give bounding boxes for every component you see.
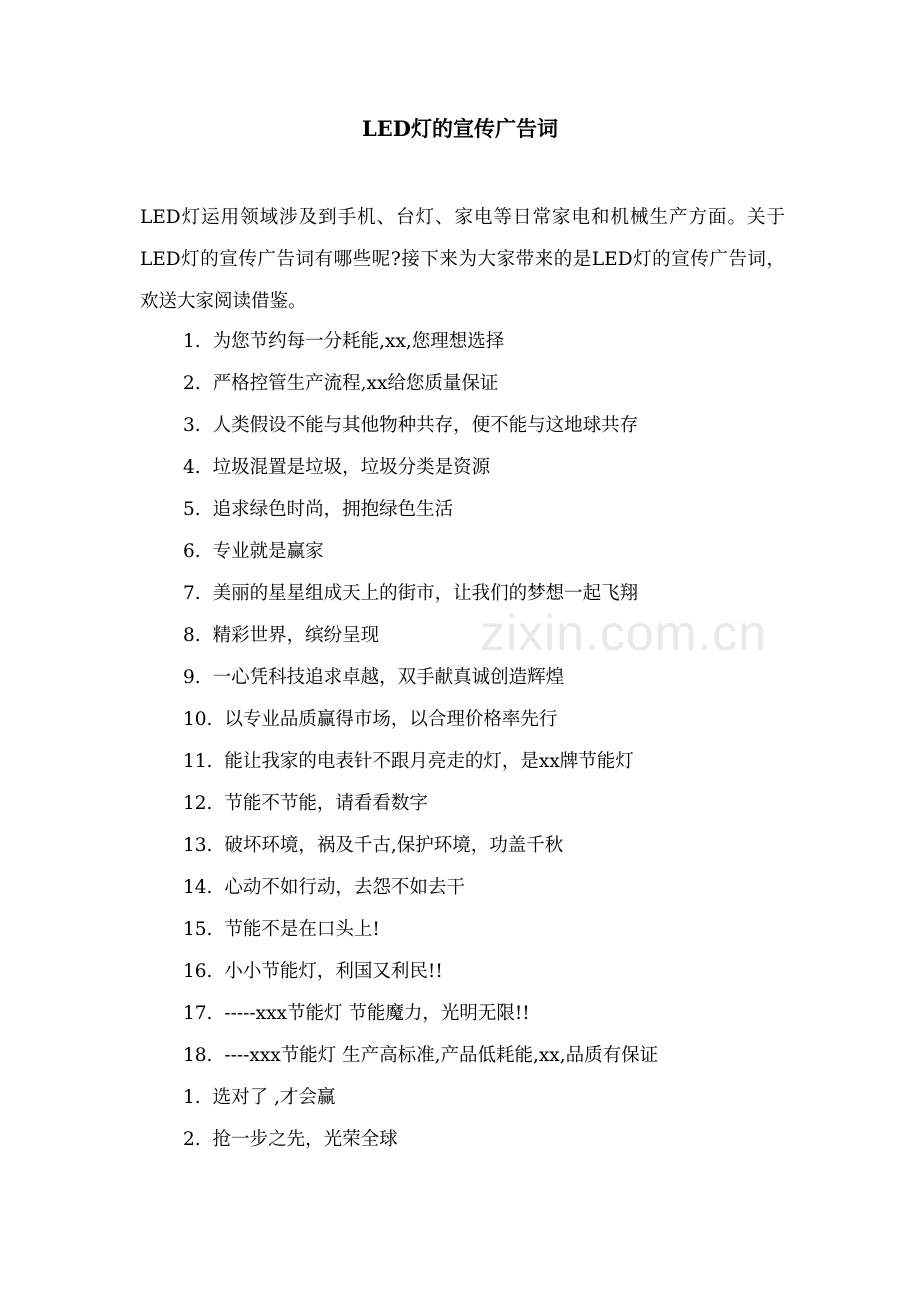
item-number: 16.	[183, 961, 213, 982]
item-number: 1.	[183, 1087, 201, 1108]
list-item	[183, 447, 803, 489]
list-item	[183, 573, 803, 615]
list-item	[183, 405, 803, 447]
item-number: 11.	[183, 751, 213, 772]
watermark: zixin.com.cn	[480, 605, 768, 661]
list-item	[183, 363, 803, 405]
list-item	[183, 741, 803, 783]
list-item	[183, 825, 803, 867]
list-item	[183, 1077, 803, 1119]
item-text: 选对了 ,才会赢	[212, 1087, 336, 1108]
item-number: 9.	[183, 667, 201, 688]
item-number: 1.	[183, 331, 201, 352]
item-text: 心动不如行动，去怨不如去干	[224, 877, 465, 898]
item-number: 2.	[183, 1129, 201, 1150]
item-number: 10.	[183, 709, 213, 730]
list-item	[183, 489, 803, 531]
item-number: 13.	[183, 835, 213, 856]
list-item	[183, 321, 803, 363]
item-text: 严格控管生产流程,xx给您质量保证	[212, 373, 499, 394]
item-number: 17.	[183, 1003, 213, 1024]
item-number: 14.	[183, 877, 213, 898]
list-item	[183, 993, 803, 1035]
list-item	[183, 615, 803, 657]
intro-paragraph: LED灯运用领域涉及到手机、台灯、家电等日常家电和机械生产方面。关于LED灯的宣传广告词有哪些呢?接下来为大家带来的是LED灯的宣传广告词，欢送大家阅读借鉴。	[140, 207, 785, 312]
list-item	[183, 657, 803, 699]
item-text: 能让我家的电表针不跟月亮走的灯，是xx牌节能灯	[224, 751, 634, 772]
item-text: 以专业品质赢得市场，以合理价格率先行	[224, 709, 558, 730]
item-number: 4.	[183, 457, 201, 478]
item-number: 6.	[183, 541, 201, 562]
document-title: LED灯的宣传广告词	[362, 116, 558, 141]
list-item	[183, 1035, 803, 1077]
item-number: 18.	[183, 1045, 213, 1066]
item-text: 小小节能灯，利国又利民!!	[224, 961, 443, 982]
item-text: 节能不节能，请看看数字	[224, 793, 428, 814]
list-item	[183, 531, 803, 573]
item-number: 3.	[183, 415, 201, 436]
item-text: 人类假设不能与其他物种共存，便不能与这地球共存	[212, 415, 639, 436]
list-item	[183, 951, 803, 993]
item-text: -----xxx节能灯 节能魔力，光明无限!!	[224, 1003, 530, 1024]
item-number: 15.	[183, 919, 213, 940]
item-text: 一心凭科技追求卓越，双手献真诚创造辉煌	[212, 667, 565, 688]
item-text: 抢一步之先，光荣全球	[212, 1129, 398, 1150]
item-number: 5.	[183, 499, 201, 520]
item-number: 7.	[183, 583, 201, 604]
item-text: ----xxx节能灯 生产高标准,产品低耗能,xx,品质有保证	[224, 1045, 659, 1066]
item-text: 破坏环境，祸及千古,保护环境，功盖千秋	[224, 835, 564, 856]
list-item	[183, 909, 803, 951]
list-item	[183, 867, 803, 909]
item-number: 8.	[183, 625, 201, 646]
item-text: 精彩世界，缤纷呈现	[212, 625, 380, 646]
item-text: 专业就是赢家	[212, 541, 324, 562]
item-text: 为您节约每一分耗能,xx,您理想选择	[212, 331, 505, 352]
item-text: 垃圾混置是垃圾，垃圾分类是资源	[212, 457, 491, 478]
item-number: 2.	[183, 373, 201, 394]
item-text: 节能不是在口头上!	[224, 919, 380, 940]
list-item	[183, 1119, 803, 1161]
list-item	[183, 699, 803, 741]
list-item	[183, 783, 803, 825]
item-text: 美丽的星星组成天上的街市，让我们的梦想一起飞翔	[212, 583, 639, 604]
item-text: 追求绿色时尚，拥抱绿色生活	[212, 499, 454, 520]
slogan-list	[183, 321, 803, 1161]
item-number: 12.	[183, 793, 213, 814]
